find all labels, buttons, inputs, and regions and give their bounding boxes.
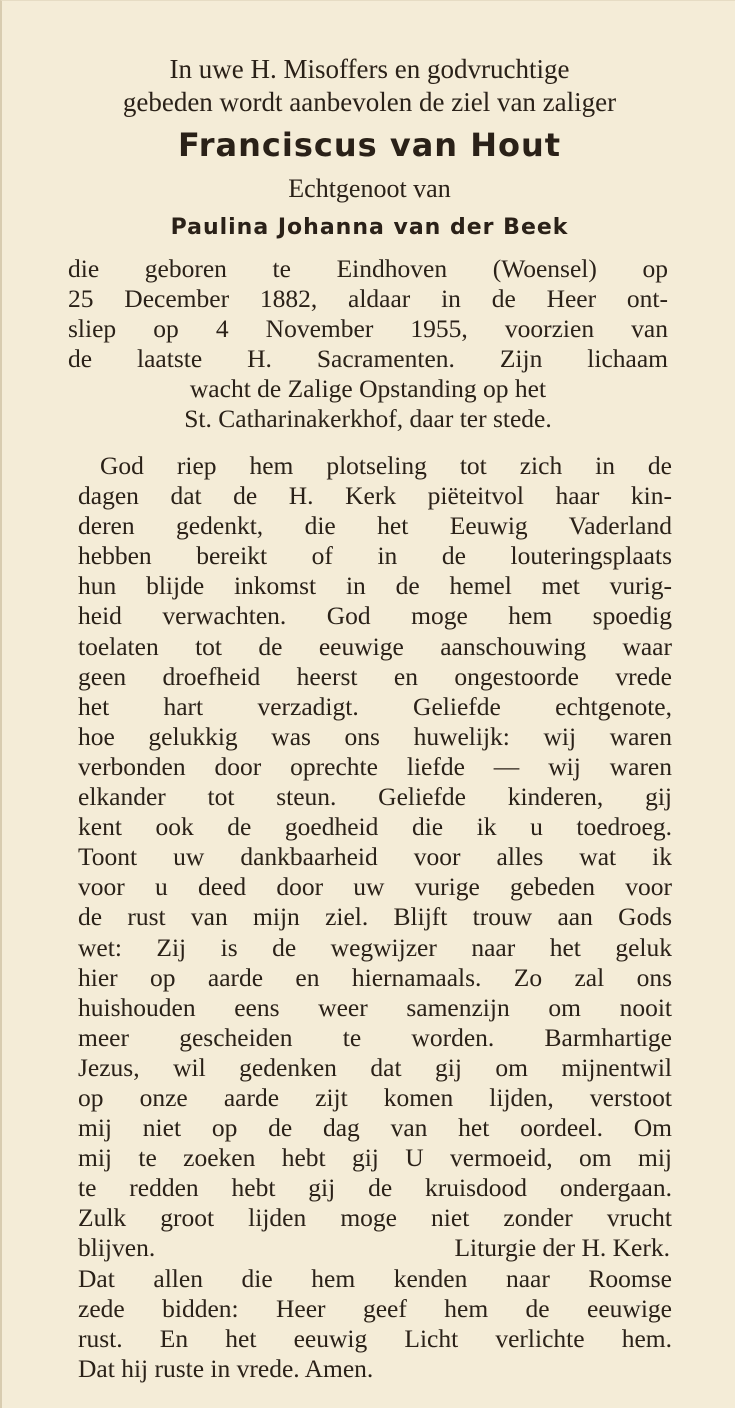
final-line: zede bidden: Heer geef hem de eeuwige xyxy=(78,1293,672,1323)
details-line: de laatste H. Sacramenten. Zijn lichaam xyxy=(68,344,668,373)
intro-line: gebeden wordt aanbevolen de ziel van zaliger xyxy=(122,87,617,117)
spouse-label: Echtgenoot van xyxy=(288,174,451,203)
prayer-line: deren gedenkt, die het Eeuwig Vaderland xyxy=(78,511,672,541)
prayer-line: het hart verzadigt. Geliefde echtgenote, xyxy=(78,691,672,721)
prayer-line: hier op aarde en hiernamaals. Zo zal ons xyxy=(78,962,672,992)
details-line: die geboren te Eindhoven (Woensel) op xyxy=(68,254,668,283)
prayer-line: hebben bereikt of in de louteringsplaats xyxy=(78,541,672,571)
deceased-name: Franciscus van Hout xyxy=(177,126,562,164)
prayer-line: mij niet op de dag van het oordeel. Om xyxy=(78,1113,672,1143)
final-line: Dat allen die hem kenden naar Roomse xyxy=(78,1263,672,1293)
liturgy-attribution: Liturgie der H. Kerk. xyxy=(454,1233,670,1263)
prayer-line: God riep hem plotseling tot zich in de xyxy=(100,451,672,480)
prayer-line: Jezus, wil gedenken dat gij om mijnentwil xyxy=(78,1052,672,1082)
prayer-line: hun blijde inkomst in de hemel met vurig- xyxy=(78,571,672,601)
prayer-line: dagen dat de H. Kerk piëteitvol haar kin- xyxy=(78,481,672,511)
prayer-line: geen droefheid heerst en ongestoorde vrede xyxy=(78,661,672,691)
prayer-line: Toont uw dankbaarheid voor alles wat ik xyxy=(78,842,672,872)
intro-line: In uwe H. Misoffers en godvruchtige xyxy=(169,54,570,84)
biography-details xyxy=(68,254,668,434)
prayer-line: elkander tot steun. Geliefde kinderen, gij xyxy=(78,782,672,812)
prayer-line: verbonden door oprechte liefde — wij waren xyxy=(78,751,672,781)
prayer-line: op onze aarde zijt komen lijden, verstoot xyxy=(78,1082,672,1112)
prayer-line: voor u deed door uw vurige gebeden voor xyxy=(78,872,672,902)
prayer-line: huishouden eens weer samenzijn om nooit xyxy=(78,992,672,1022)
prayer-line: wet: Zij is de wegwijzer naar het geluk xyxy=(78,932,672,962)
prayer-line: mij te zoeken hebt gij U vermoeid, om mij xyxy=(78,1143,672,1173)
prayer-text xyxy=(78,451,672,1384)
closing-row xyxy=(78,1233,672,1263)
details-line: wacht de Zalige Opstanding op het xyxy=(189,374,547,403)
prayer-line: meer gescheiden te worden. Barmhartige xyxy=(78,1022,672,1052)
prayer-line: toelaten tot de eeuwige aanschouwing waar xyxy=(78,631,672,661)
details-line: 25 December 1882, aldaar in de Heer ont- xyxy=(68,284,668,313)
final-line: Dat hij ruste in vrede. Amen. xyxy=(78,1353,374,1383)
prayer-line: de rust van mijn ziel. Blijft trouw aan Gods xyxy=(78,902,672,932)
prayer-line: Zulk groot lijden moge niet zonder vrucht xyxy=(78,1203,672,1233)
closing-word: blijven. xyxy=(78,1233,156,1263)
prayer-line: hoe gelukkig was ons huwelijk: wij waren xyxy=(78,721,672,751)
spouse-name: Paulina Johanna van der Beek xyxy=(170,215,569,240)
intro-text xyxy=(62,53,677,119)
prayer-line: kent ook de goedheid die ik u toedroeg. xyxy=(78,812,672,842)
prayer-line: heid verwachten. God moge hem spoedig xyxy=(78,601,672,631)
details-line: sliep op 4 November 1955, voorzien van xyxy=(68,314,668,343)
prayer-line: te redden hebt gij de kruisdood ondergaan. xyxy=(78,1173,672,1203)
details-line: St. Catharinakerkhof, daar ter stede. xyxy=(184,404,552,433)
final-line: rust. En het eeuwig Licht verlichte hem. xyxy=(78,1323,672,1353)
